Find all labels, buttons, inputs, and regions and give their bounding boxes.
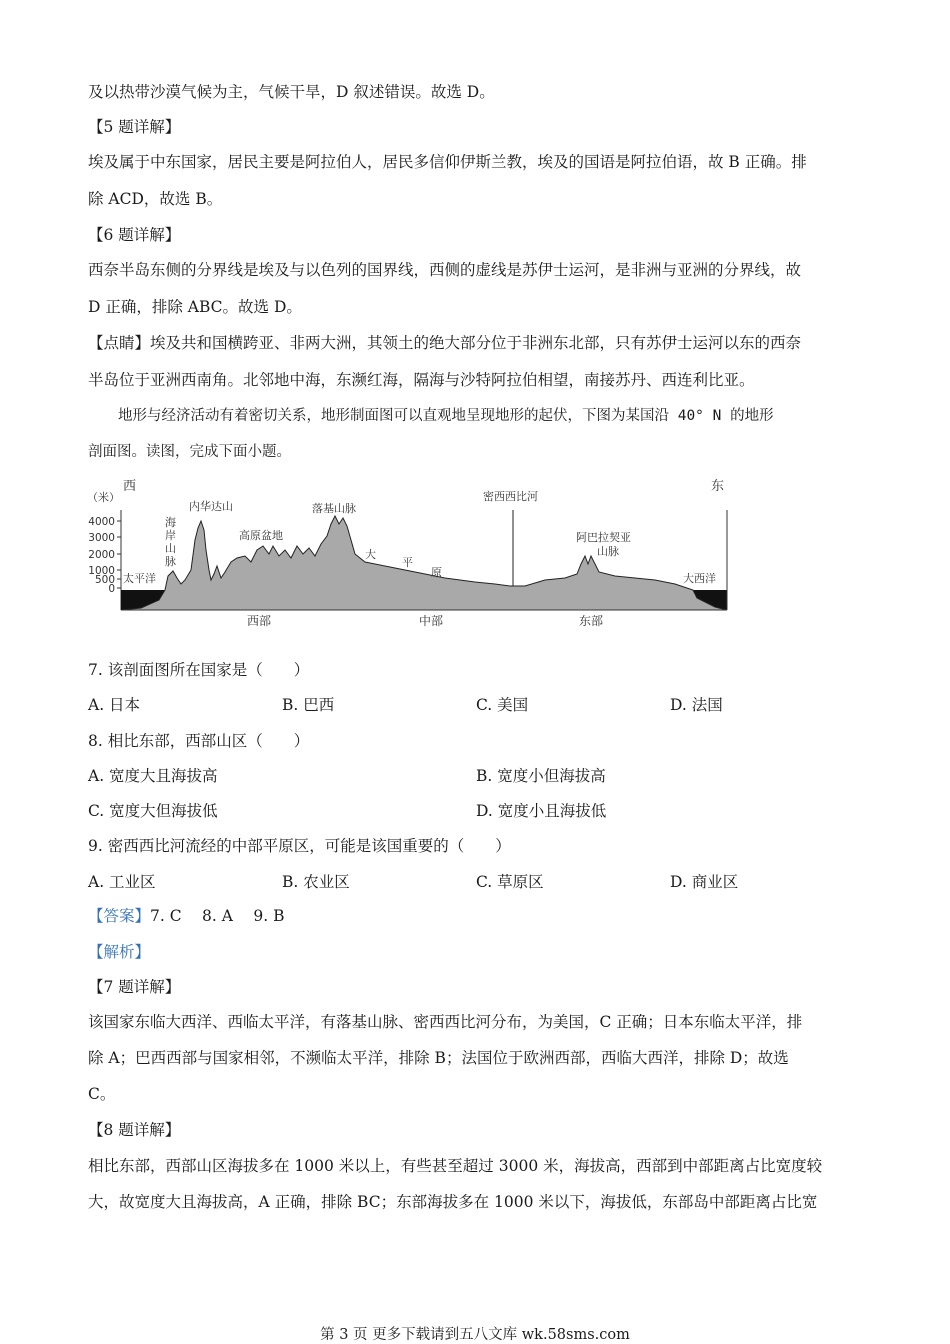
text-line: D 正确，排除 ABC。故选 D。	[88, 298, 302, 316]
unit-label: （米）	[87, 491, 120, 504]
option-9a: A. 工业区	[88, 873, 156, 891]
text-line: 及以热带沙漠气候为主，气候干旱，D 叙述错误。故选 D。	[88, 83, 495, 101]
intro-line: 地形与经济活动有着密切关系，地形制面图可以直观地呈现地形的起伏，下图为某国沿 40° N 的地形	[118, 408, 774, 424]
plains-label: 平	[402, 556, 413, 569]
mississippi-label: 密西西比河	[483, 490, 538, 503]
basin-label: 高原盆地	[239, 529, 283, 542]
option-8d: D. 宽度小且海拔低	[476, 802, 607, 820]
q6-heading: 【6 题详解】	[88, 226, 181, 244]
terrain-profile	[121, 516, 727, 610]
appalachian-label: 阿巴拉契亚	[576, 531, 631, 544]
region-west: 西部	[246, 614, 272, 628]
option-7c: C. 美国	[476, 696, 529, 714]
answer-label: 【答案】	[88, 907, 151, 925]
region-central: 中部	[418, 614, 444, 628]
option-9c: C. 草原区	[476, 873, 544, 891]
question-7: 7. 该剖面图所在国家是（ ）	[88, 661, 310, 679]
appalachian-label: 山脉	[597, 545, 619, 558]
pacific-label: 太平洋	[123, 572, 156, 585]
nevada-label: 内华达山	[189, 500, 233, 513]
atlantic-label: 大西洋	[683, 572, 716, 585]
tick-label: 4000	[88, 516, 115, 528]
option-8c: C. 宽度大但海拔低	[88, 802, 218, 820]
coastal-range-label: 岸	[165, 529, 176, 542]
intro-line: 剖面图。读图，完成下面小题。	[88, 444, 291, 460]
tick-label: 500	[94, 574, 115, 586]
tick-label: 2000	[88, 549, 115, 561]
question-8: 8. 相比东部，西部山区（ ）	[88, 732, 310, 750]
note-line: 【点睛】埃及共和国横跨亚、非两大洲，其领土的绝大部分位于非洲东北部，只有苏伊士运河以东的西奈	[88, 334, 802, 352]
plains-label: 大	[365, 548, 376, 561]
text-line: 相比东部，西部山区海拔多在 1000 米以上，有些甚至超过 3000 米，海拔高，西部到中部距离占比宽度较	[88, 1157, 823, 1175]
option-7b: B. 巴西	[282, 696, 335, 714]
region-labels	[247, 613, 603, 628]
coastal-range-label: 海	[165, 516, 176, 529]
text-line: 西奈半岛东侧的分界线是埃及与以色列的国界线，西侧的虚线是苏伊士运河，是非洲与亚洲的分界线，故	[88, 261, 802, 279]
y-ticks	[88, 516, 121, 595]
answer-text: 7. C 8. A 9. B	[150, 907, 285, 925]
q5-heading: 【5 题详解】	[88, 118, 181, 136]
east-label: 东	[711, 479, 725, 494]
question-9: 9. 密西西比河流经的中部平原区，可能是该国重要的（ ）	[88, 837, 511, 855]
terrain-profile-figure	[85, 474, 745, 636]
text-line: 除 A；巴西西部与国家相邻，不濒临太平洋，排除 B；法国位于欧洲西部，西临大西洋，排除 D；故选	[88, 1049, 789, 1067]
option-8b: B. 宽度小但海拔高	[476, 767, 606, 785]
coastal-range-label: 脉	[165, 555, 176, 568]
text-line: 除 ACD，故选 B。	[88, 190, 223, 208]
note-line: 半岛位于亚洲西南角。北邻地中海，东濒红海，隔海与沙特阿拉伯相望，南接苏丹、西连利比亚。	[88, 371, 755, 389]
tick-label: 1000	[88, 565, 115, 577]
analysis-label: 【解析】	[88, 943, 151, 961]
answer-line	[88, 906, 284, 926]
text-line: 埃及属于中东国家，居民主要是阿拉伯人，居民多信仰伊斯兰教，埃及的国语是阿拉伯语，故 B 正确。排	[88, 153, 807, 171]
plains-label: 原	[431, 566, 442, 579]
tick-label: 0	[108, 583, 115, 595]
d8-heading: 【8 题详解】	[88, 1121, 181, 1139]
rocky-label: 落基山脉	[312, 502, 356, 515]
option-9b: B. 农业区	[282, 873, 350, 891]
text-line: 大，故宽度大且海拔高，A 正确，排除 BC；东部海拔多在 1000 米以下，海拔低，东部岛中部距离占比宽	[88, 1193, 818, 1211]
d7-heading: 【7 题详解】	[88, 978, 181, 996]
coastal-range-label: 山	[165, 542, 176, 555]
region-east: 东部	[578, 614, 604, 628]
page-footer: 第 3 页 更多下载请到五八文库 wk.58sms.com	[320, 1327, 630, 1343]
option-7d: D. 法国	[670, 696, 723, 714]
terrain-labels	[123, 489, 716, 585]
option-9d: D. 商业区	[670, 873, 739, 891]
tick-label: 3000	[88, 532, 115, 544]
option-7a: A. 日本	[88, 696, 141, 714]
text-line: 该国家东临大西洋、西临太平洋，有落基山脉、密西西比河分布，为美国，C 正确；日本东临太平洋，排	[88, 1013, 803, 1031]
west-label: 西	[123, 479, 137, 494]
option-8a: A. 宽度大且海拔高	[88, 767, 218, 785]
text-line: C。	[88, 1085, 116, 1103]
